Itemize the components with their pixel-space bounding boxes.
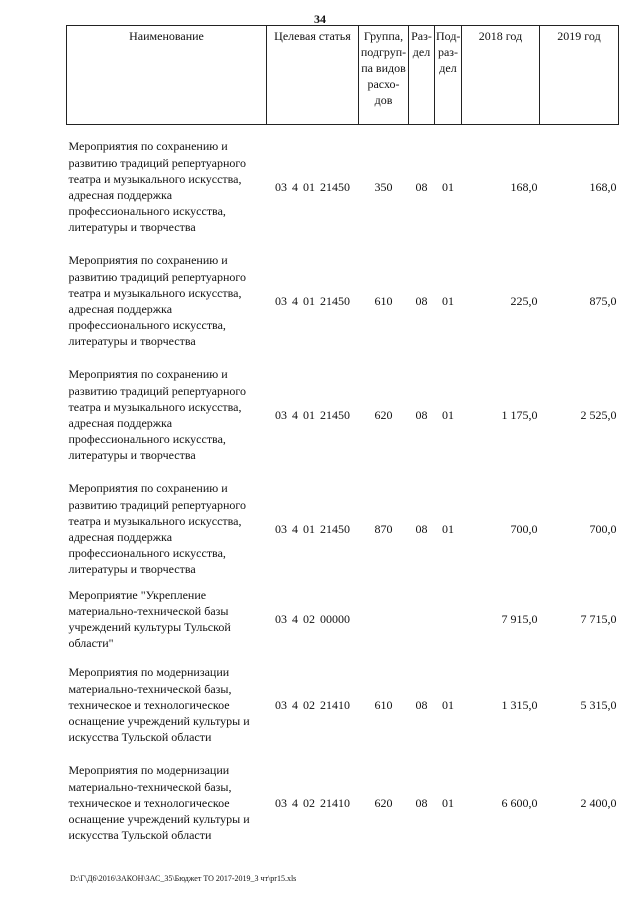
row-subsection: 01 bbox=[442, 179, 454, 194]
row-target-article: 03 4 01 21450 bbox=[275, 407, 350, 422]
table-row bbox=[67, 252, 619, 350]
header-year-2018: 2018 год bbox=[462, 26, 540, 125]
row-amount-2019: 2 400,0 bbox=[580, 795, 617, 810]
row-amount-2019: 2 525,0 bbox=[580, 407, 617, 422]
row-name: Мероприятия по сохранению и развитию традиций репертуарного театра и музыкального искусства, адресная поддержка профессионального искусства, литературы и творчества bbox=[68, 139, 247, 235]
row-amount-2018: 7 915,0 bbox=[501, 611, 538, 626]
row-name: Мероприятия по сохранению и развитию традиций репертуарного театра и музыкального искусства, адресная поддержка профессионального искусства, литературы и творчества bbox=[68, 367, 247, 463]
table-row bbox=[67, 138, 619, 236]
row-amount-2019: 7 715,0 bbox=[580, 611, 617, 626]
row-amount-2018: 1 175,0 bbox=[501, 407, 538, 422]
row-amount-2018: 700,0 bbox=[510, 521, 538, 536]
row-subsection: 01 bbox=[442, 697, 454, 712]
row-section: 08 bbox=[415, 697, 428, 712]
row-expense-group: 610 bbox=[374, 293, 393, 308]
row-name: Мероприятия по модернизации материально-технической базы, техническое и технологическое оснащение учреждений культуры и искусства Тульской области bbox=[68, 665, 250, 745]
row-section: 08 bbox=[415, 407, 428, 422]
row-expense-group: 620 bbox=[374, 407, 393, 422]
row-name: Мероприятие "Укрепление материально-технической базы учреждений культуры Тульской области" bbox=[68, 587, 231, 651]
row-target-article: 03 4 02 21410 bbox=[275, 795, 350, 810]
row-section: 08 bbox=[415, 795, 428, 810]
row-name: Мероприятия по сохранению и развитию традиций репертуарного театра и музыкального искусства, адресная поддержка профессионального искусства, литературы и творчества bbox=[68, 481, 247, 577]
header-target-article: Целевая статья bbox=[267, 26, 359, 125]
footer-file-path: D:\Г\Д6\2016\ЗАКОН\ЗАС_35\Бюджет ТО 2017-2019_3 чт\pr15.xls bbox=[70, 874, 297, 883]
table-header-row bbox=[67, 26, 619, 125]
row-amount-2018: 6 600,0 bbox=[501, 795, 538, 810]
row-expense-group: 610 bbox=[374, 697, 393, 712]
row-amount-2018: 168,0 bbox=[510, 179, 538, 194]
row-name: Мероприятия по модернизации материально-технической базы, техническое и технологическое оснащение учреждений культуры и искусства Тульской области bbox=[68, 763, 250, 843]
row-expense-group: 620 bbox=[374, 795, 393, 810]
row-subsection: 01 bbox=[442, 795, 454, 810]
row-name: Мероприятия по сохранению и развитию традиций репертуарного театра и музыкального искусства, адресная поддержка профессионального искусства, литературы и творчества bbox=[68, 253, 247, 349]
page-number: 34 bbox=[314, 12, 326, 26]
row-subsection: 01 bbox=[442, 293, 454, 308]
header-year-2019: 2019 год bbox=[540, 26, 619, 125]
row-amount-2018: 1 315,0 bbox=[501, 697, 538, 712]
row-amount-2018: 225,0 bbox=[510, 293, 538, 308]
header-expense-group: Группа, подгруп-па видов расхо-дов bbox=[359, 26, 409, 125]
row-section: 08 bbox=[415, 179, 428, 194]
row-expense-group: 350 bbox=[374, 179, 393, 194]
row-section: 08 bbox=[415, 521, 428, 536]
row-expense-group: 870 bbox=[374, 521, 393, 536]
row-subsection: 01 bbox=[442, 521, 454, 536]
row-amount-2019: 168,0 bbox=[589, 179, 617, 194]
row-amount-2019: 5 315,0 bbox=[580, 697, 617, 712]
row-target-article: 03 4 01 21450 bbox=[275, 179, 350, 194]
header-subsection: Под-раз-дел bbox=[435, 26, 462, 125]
row-target-article: 03 4 01 21450 bbox=[275, 293, 350, 308]
table-row bbox=[67, 762, 619, 844]
row-section: 08 bbox=[415, 293, 428, 308]
row-target-article: 03 4 02 21410 bbox=[275, 697, 350, 712]
table-row bbox=[67, 586, 619, 652]
header-name: Наименование bbox=[67, 26, 267, 125]
row-amount-2019: 700,0 bbox=[589, 521, 617, 536]
row-subsection bbox=[435, 586, 462, 652]
row-section bbox=[409, 586, 435, 652]
row-target-article: 03 4 02 00000 bbox=[275, 611, 350, 626]
header-section: Раз-дел bbox=[409, 26, 435, 125]
table-row bbox=[67, 480, 619, 578]
row-amount-2019: 875,0 bbox=[589, 293, 617, 308]
budget-table bbox=[66, 25, 619, 844]
row-target-article: 03 4 01 21450 bbox=[275, 521, 350, 536]
row-expense-group bbox=[359, 586, 409, 652]
table-row bbox=[67, 366, 619, 464]
row-subsection: 01 bbox=[442, 407, 454, 422]
table-row bbox=[67, 664, 619, 746]
